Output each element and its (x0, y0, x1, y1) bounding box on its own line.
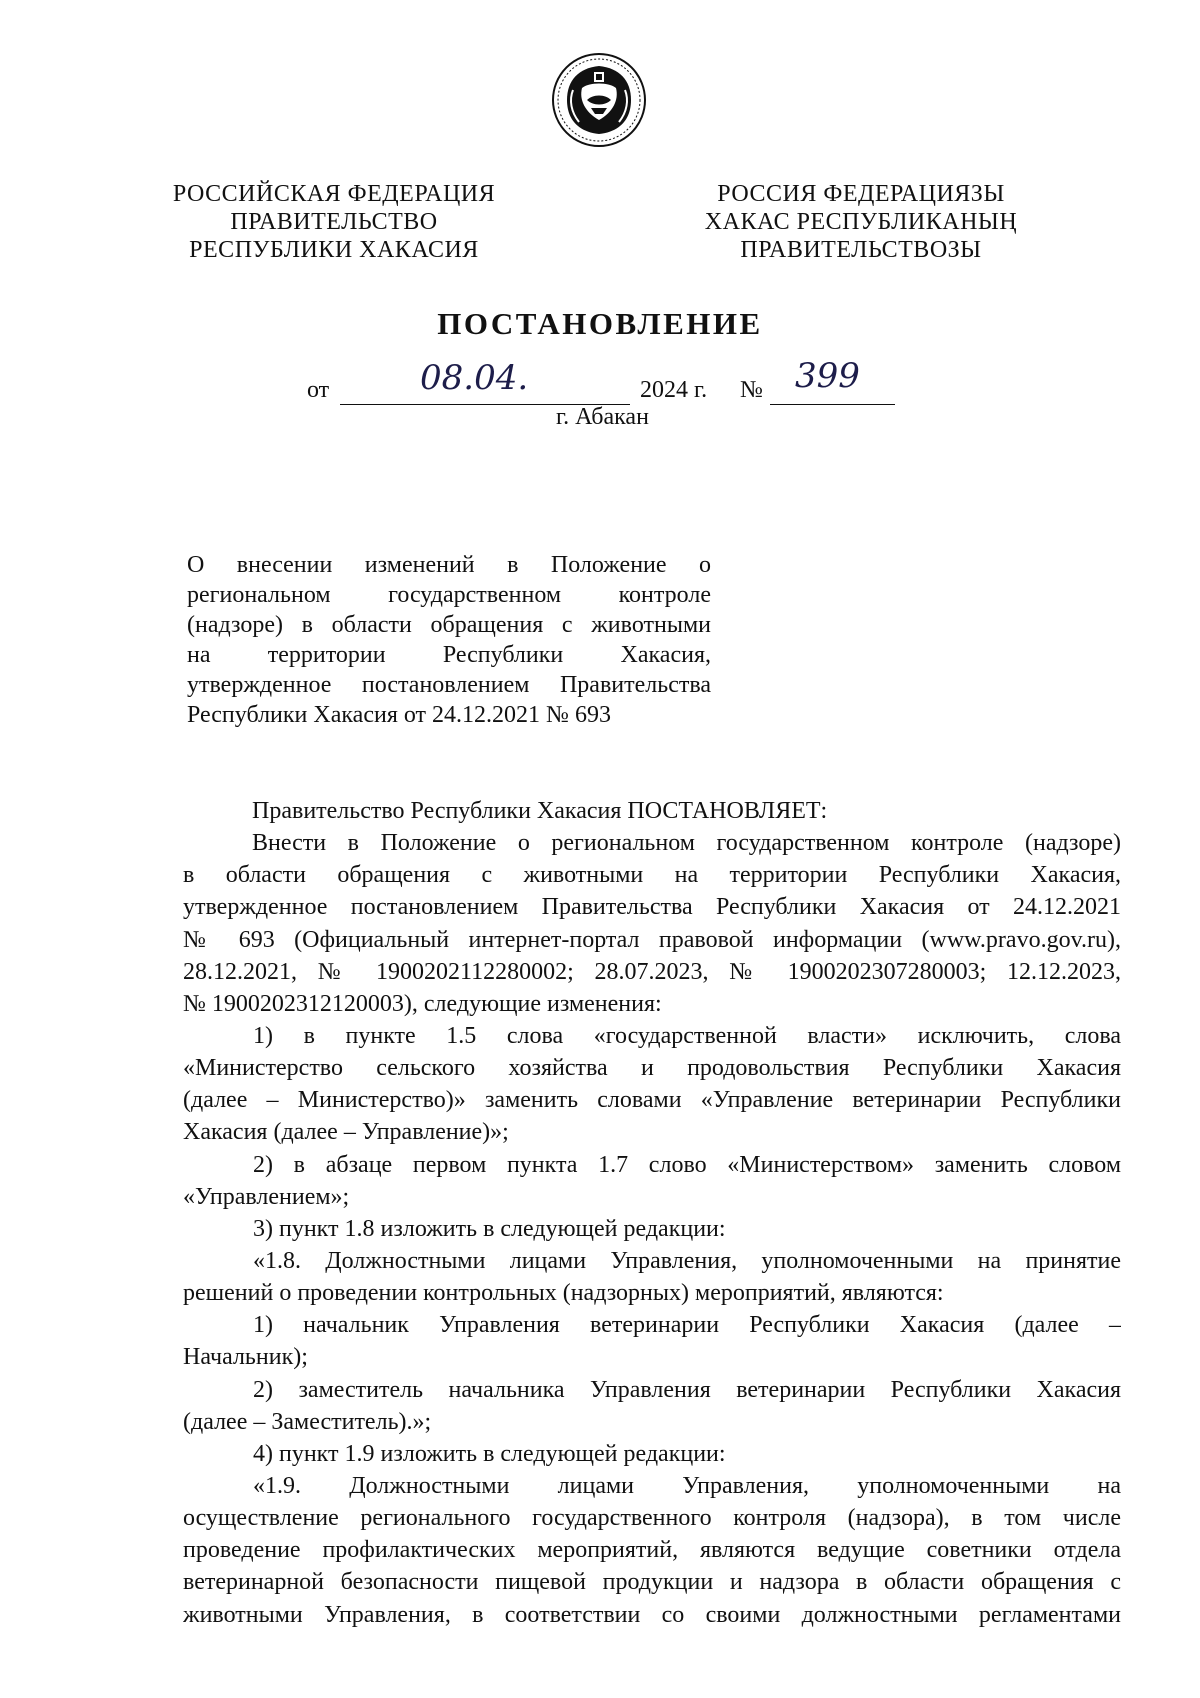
body-line: решений о проведении контрольных (надзорных) мероприятий, являются: (183, 1280, 944, 1307)
date-prefix: от (307, 377, 330, 403)
handwritten-number: 399 (795, 356, 860, 396)
header-right-block (661, 180, 1061, 264)
body-line: 28.12.2021, № 1900202112280002; 28.07.2023, № 1900202307280003; 12.12.2023, (183, 958, 1121, 985)
body-line: (далее – Министерство)» заменить словами «Управление ветеринарии Республики (183, 1087, 1121, 1114)
body-line: «1.9. Должностными лицами Управления, уполномоченными на (253, 1472, 1121, 1499)
body-line: Внести в Положение о региональном государственном контроле (надзоре) (252, 830, 1121, 857)
subject-line: Республики Хакасия от 24.12.2021 № 693 (187, 702, 611, 728)
body-line: 2) заместитель начальника Управления ветеринарии Республики Хакасия (253, 1376, 1121, 1403)
document-subject (187, 550, 711, 730)
handwritten-date: 08.04. (420, 358, 529, 398)
subject-line: на территории Республики Хакасия, (187, 642, 711, 668)
header-left-block (134, 180, 534, 264)
header-right-line: ПРАВИТЕЛЬСТВОЗЫ (740, 237, 982, 263)
body-line: «Управлением»; (183, 1183, 350, 1210)
body-line: 1) начальник Управления ветеринарии Республики Хакасия (далее – (253, 1312, 1121, 1339)
body-line: 3) пункт 1.8 изложить в следующей редакции: (253, 1215, 726, 1242)
body-line: «Министерство сельского хозяйства и продовольствия Республики Хакасия (183, 1055, 1121, 1082)
header-left-line: ПРАВИТЕЛЬСТВО (230, 209, 438, 235)
body-line: (далее – Заместитель).»; (183, 1408, 432, 1435)
body-line: Правительство Республики Хакасия ПОСТАНОВЛЯЕТ: (252, 798, 828, 824)
body-line: в области обращения с животными на территории Республики Хакасия, (183, 862, 1121, 889)
body-line: ветеринарной безопасности пищевой продукции и надзора в области обращения с (183, 1569, 1121, 1596)
subject-line: О внесении изменений в Положение о (187, 552, 711, 578)
document-type-title: ПОСТАНОВЛЕНИЕ (437, 306, 763, 341)
subject-line: региональном государственном контроле (187, 582, 711, 608)
document-city: г. Абакан (556, 404, 649, 430)
body-line: животными Управления, в соответствии со своими должностными регламентами (183, 1601, 1121, 1628)
body-line: проведение профилактических мероприятий, являются ведущие советники отдела (183, 1537, 1121, 1564)
body-line: 2) в абзаце первом пункта 1.7 слово «Министерством» заменить словом (253, 1151, 1121, 1178)
header-right-line: ХАКАС РЕСПУБЛИКАНЫҢ (704, 209, 1018, 235)
body-line: утвержденное постановлением Правительства Республики Хакасия от 24.12.2021 (183, 894, 1121, 921)
body-line: Хакасия (далее – Управление)»; (183, 1119, 509, 1146)
subject-line: (надзоре) в области обращения с животными (187, 612, 711, 638)
header-right-line: РОССИЯ ФЕДЕРАЦИЯЗЫ (717, 181, 1005, 207)
number-prefix: № (740, 377, 763, 403)
body-line: № 1900202312120003), следующие изменения: (183, 990, 662, 1017)
coat-of-arms-emblem-icon (549, 50, 649, 150)
document-year: 2024 г. (640, 377, 708, 403)
body-line: № 693 (Официальный интернет-портал правовой информации (www.pravo.gov.ru), (183, 926, 1121, 953)
subject-line: утвержденное постановлением Правительства (187, 672, 711, 698)
header-left-line: РЕСПУБЛИКИ ХАКАСИЯ (189, 237, 479, 263)
document-body (183, 795, 1121, 1631)
body-line: Начальник); (183, 1344, 308, 1371)
body-line: 4) пункт 1.9 изложить в следующей редакции: (253, 1440, 726, 1467)
header-left-line: РОССИЙСКАЯ ФЕДЕРАЦИЯ (172, 181, 496, 207)
body-line: «1.8. Должностными лицами Управления, уполномоченными на принятие (253, 1247, 1121, 1274)
body-line: 1) в пункте 1.5 слова «государственной власти» исключить, слова (253, 1022, 1121, 1049)
body-line: осуществление регионального государственного контроля (надзора), в том числе (183, 1505, 1121, 1532)
